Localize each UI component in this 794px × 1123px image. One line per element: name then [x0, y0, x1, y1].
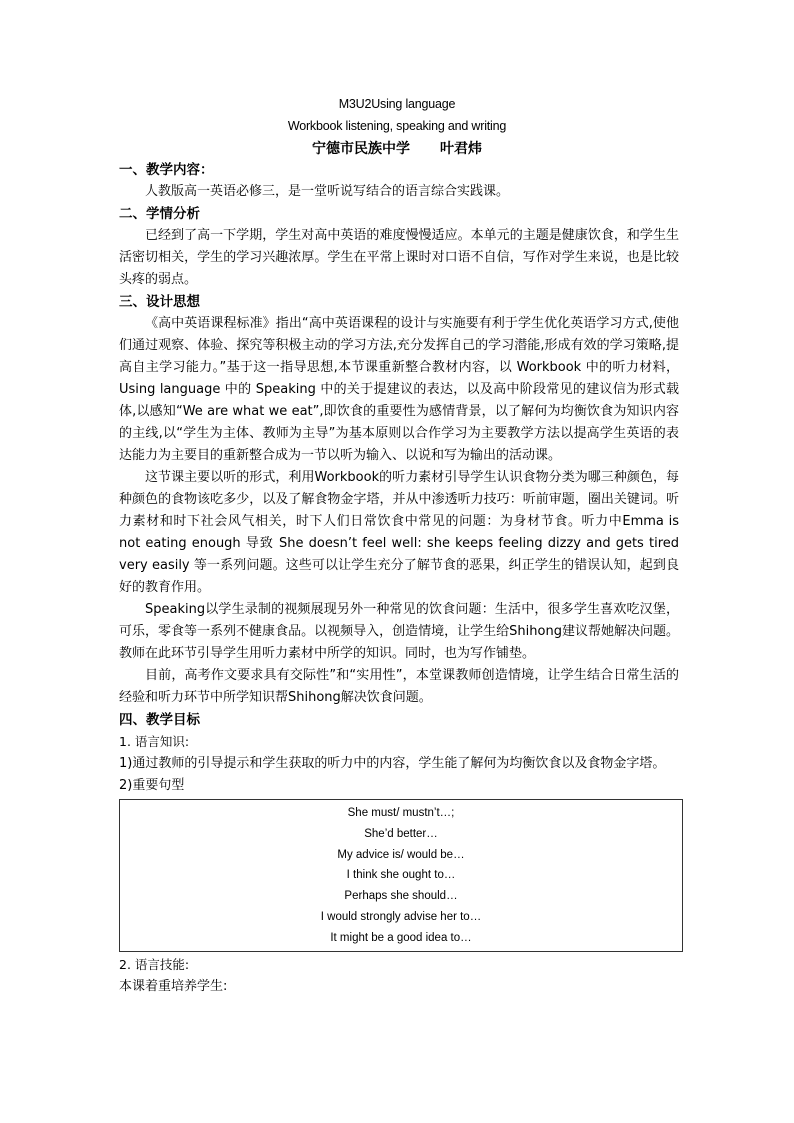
document-body: [119, 159, 679, 998]
pattern-line: She’d better…: [364, 827, 438, 840]
pattern-line: I think she ought to…: [346, 869, 456, 882]
document-subtitle: Workbook listening, speaking and writing: [287, 119, 507, 133]
paragraph: 已经到了高一下学期，学生对高中英语的难度慢慢适应。本单元的主题是健康饮食，和学生生活密切相关，学生的学习兴趣浓厚。学生在平常上课时对口语不自信，写作对学生来说，也是比较头疼的弱点。: [119, 228, 679, 287]
pattern-line: I would strongly advise her to…: [320, 910, 482, 923]
list-item: 2)重要句型: [119, 778, 185, 793]
section-heading: 四、教学目标: [119, 712, 200, 728]
section-heading: 二、学情分析: [119, 206, 200, 222]
paragraph: 目前，高考作文要求具有交际性”和“实用性”，本堂课教师创造情境，让学生结合日常生活的经验和听力环节中所学知识帮Shihong解决饮食问题。: [119, 668, 679, 705]
section-heading: 三、设计思想: [119, 294, 200, 310]
pattern-line: It might be a good idea to…: [330, 931, 472, 944]
list-item: 1. 语言知识:: [119, 734, 190, 749]
author-name: 叶君炜: [440, 141, 482, 157]
list-item: 1)通过教师的引导提示和学生获取的听力中的内容，学生能了解何为均衡饮食以及食物金字塔。: [119, 756, 666, 771]
school-name: 宁德市民族中学: [312, 141, 410, 157]
paragraph: 人教版高一英语必修三，是一堂听说写结合的语言综合实践课。: [145, 184, 510, 199]
paragraph: 这节课主要以听的形式，利用Workbook的听力素材引导学生认识食物分类为哪三种颜色，每种颜色的食物该吃多少，以及了解食物金字塔，并从中渗透听力技巧：听前审题，圈出关键词。听力素材和时下社会风气相关，时下人们日常饮食中常见的问题：为身材节食。听力中Emma is not eating enough 导致 She doesn’t feel well: she keeps feeling dizzy and gets tired very easily 等一系列问题。这些可以让学生充分了解节食的恶果，纠正学生的错误认知，起到良好的教育作用。: [119, 470, 679, 595]
sentence-patterns-box: [119, 799, 683, 952]
list-item: 本课着重培养学生:: [119, 978, 228, 994]
paragraph: Speaking以学生录制的视频展现另外一种常见的饮食问题：生活中，很多学生喜欢吃汉堡，可乐，零食等一系列不健康食品。以视频导入，创造情境，让学生给Shihong建议帮她解决问题。教师在此环节引导学生用听力素材中所学的知识。同时，也为写作铺垫。: [119, 602, 679, 661]
pattern-line: Perhaps she should…: [344, 890, 458, 903]
author-line: [0, 138, 794, 158]
pattern-line: My advice is/ would be…: [337, 848, 465, 861]
section-heading: 一、教学内容：: [119, 162, 214, 178]
document-title: M3U2Using language: [338, 97, 456, 111]
pattern-line: She must/ mustn’t…;: [347, 807, 455, 819]
paragraph: 《高中英语课程标准》指出“高中英语课程的设计与实施要有利于学生优化英语学习方式,使他们通过观察、体验、探究等积极主动的学习方法,充分发挥自己的学习潜能,形成有效的学习策略,提高自主学习能力。”基于这一指导思想,本节课重新整合教材内容，以 Workbook 中的听力材料， Using language 中的 Speaking 中的关于提建议的表达，以及高中阶段常见的建议信为形式载体,以感知“We are what we eat”,即饮食的重要性为感情背景，以了解何为均衡饮食为知识内容的主线,以“学生为主体、教师为主导”为基本原则以合作学习为主要教学方法以提高学生英语的表达能力为主要目的重新整合成为一节以听为输入、以说和写为输出的活动课。: [119, 316, 679, 463]
list-item: 2. 语言技能:: [119, 956, 190, 972]
